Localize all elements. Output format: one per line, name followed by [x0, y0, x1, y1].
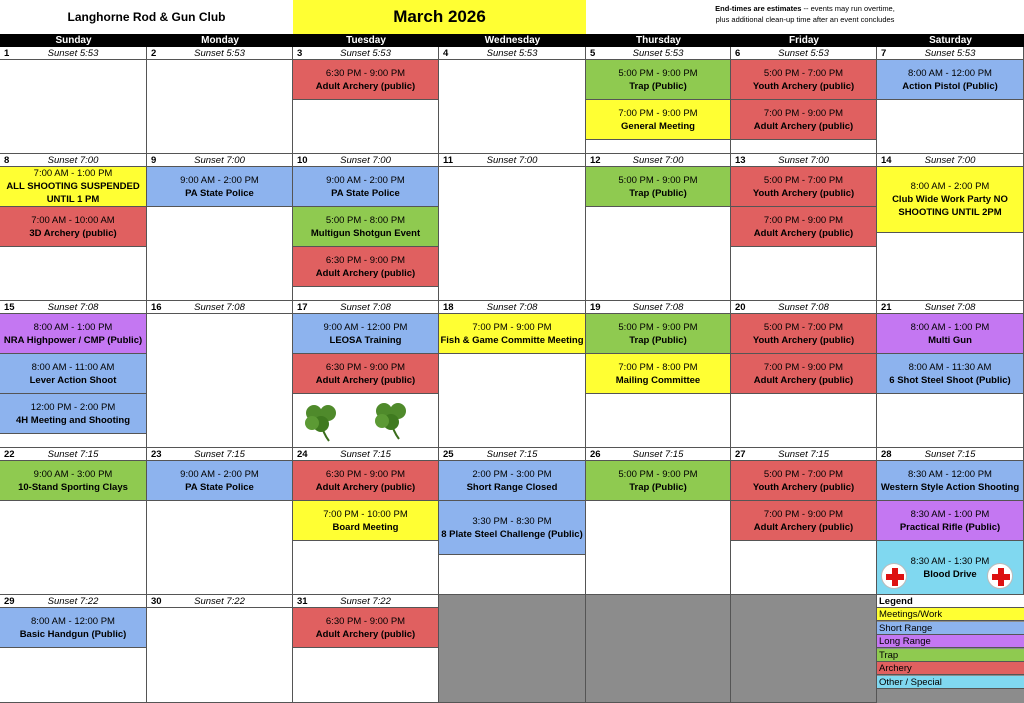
day-cell — [439, 47, 586, 154]
weekday-saturday: Saturday — [929, 35, 972, 46]
calendar-event[interactable] — [0, 167, 146, 207]
empty-cell — [586, 595, 731, 703]
day-label — [439, 154, 585, 167]
event-title: 4H Meeting and Shooting — [16, 414, 130, 426]
event-time: 8:00 AM - 11:00 AM — [31, 361, 115, 373]
event-title: Multi Gun — [928, 334, 972, 346]
sunset-time: Sunset 5:53 — [47, 48, 99, 59]
day-label — [586, 301, 730, 314]
event-time: 8:00 AM - 1:00 PM — [910, 321, 990, 333]
event-title: PA State Police — [331, 187, 400, 199]
day-label — [586, 47, 730, 60]
day-cell — [731, 301, 877, 448]
event-time: 8:00 AM - 11:30 AM — [908, 361, 992, 373]
day-label — [731, 47, 876, 60]
day-label — [0, 448, 146, 461]
calendar-event[interactable] — [293, 207, 438, 247]
event-time: 5:00 PM - 9:00 PM — [618, 174, 698, 186]
event-title: Multigun Shotgun Event — [310, 227, 421, 239]
calendar-header — [0, 0, 1024, 34]
event-title: Youth Archery (public) — [752, 80, 855, 92]
sunset-time: Sunset 7:00 — [194, 155, 245, 166]
day-number: 24 — [297, 449, 308, 460]
event-time: 8:00 AM - 1:00 PM — [33, 321, 113, 333]
event-title: 3D Archery (public) — [29, 227, 117, 239]
sunset-time: Sunset 5:53 — [194, 48, 245, 59]
sunset-time: Sunset 5:53 — [340, 48, 391, 59]
event-title: Practical Rifle (Public) — [899, 521, 1001, 533]
calendar-event[interactable] — [877, 314, 1023, 354]
day-cell — [586, 448, 731, 595]
event-title: Mailing Committee — [615, 374, 701, 386]
event-title: PA State Police — [185, 187, 254, 199]
event-time: 8:30 AM - 1:00 PM — [910, 508, 990, 520]
event-title: Adult Archery (public) — [315, 80, 416, 92]
sunset-time: Sunset 7:15 — [486, 449, 538, 460]
red-cross-icon — [987, 563, 1013, 589]
day-label — [293, 47, 438, 60]
sunset-time: Sunset 7:22 — [47, 596, 99, 607]
event-time: 8:00 AM - 2:00 PM — [910, 181, 990, 192]
calendar-event[interactable] — [439, 501, 585, 555]
day-number: 25 — [443, 449, 454, 460]
calendar-event[interactable] — [586, 60, 730, 100]
day-cell — [147, 448, 293, 595]
calendar-event[interactable] — [877, 354, 1023, 394]
day-cell — [147, 154, 293, 301]
sunset-time: Sunset 7:15 — [924, 449, 976, 460]
calendar-event[interactable] — [0, 461, 146, 501]
empty-cell — [439, 595, 586, 703]
calendar-event[interactable] — [0, 394, 146, 434]
day-number: 23 — [151, 449, 162, 460]
sunset-time: Sunset 5:53 — [778, 48, 829, 59]
weekday-friday: Friday — [788, 35, 819, 46]
day-label — [439, 448, 585, 461]
calendar-event[interactable] — [0, 354, 146, 394]
day-number: 4 — [443, 48, 449, 59]
event-title: 6 Shot Steel Shoot (Public) — [889, 374, 1011, 386]
event-title: PA State Police — [185, 481, 254, 493]
event-time: 5:00 PM - 7:00 PM — [763, 67, 844, 79]
event-title: Blood Drive — [923, 568, 977, 580]
sunset-time: Sunset 7:08 — [486, 302, 538, 313]
event-time: 5:00 PM - 8:00 PM — [325, 214, 406, 226]
day-label — [147, 47, 292, 60]
event-time: 7:00 PM - 10:00 PM — [323, 508, 408, 520]
day-number: 17 — [297, 302, 308, 313]
day-cell — [586, 301, 731, 448]
calendar-event[interactable] — [439, 461, 585, 501]
day-number: 16 — [151, 302, 162, 313]
event-title: LEOSA Training — [329, 334, 402, 346]
day-cell — [731, 448, 877, 595]
red-cross-icon — [881, 563, 907, 589]
event-time: 5:00 PM - 9:00 PM — [618, 67, 698, 79]
event-time: 7:00 PM - 9:00 PM — [472, 321, 552, 333]
day-label — [877, 47, 1023, 60]
calendar-event[interactable] — [731, 100, 876, 140]
day-cell — [731, 154, 877, 301]
sunset-time: Sunset 7:15 — [47, 449, 99, 460]
calendar-grid — [0, 47, 1024, 703]
day-cell — [147, 47, 293, 154]
event-time: 6:30 PM - 9:00 PM — [325, 361, 406, 373]
event-title: Club Wide Work Party NO SHOOTING UNTIL 2PM — [892, 194, 1008, 218]
event-time: 7:00 AM - 10:00 AM — [31, 214, 115, 226]
calendar-event[interactable] — [0, 608, 146, 648]
event-time: 6:30 PM - 9:00 PM — [325, 67, 406, 79]
day-label — [731, 154, 876, 167]
calendar-event[interactable] — [147, 167, 292, 207]
event-time: 9:00 AM - 2:00 PM — [180, 468, 259, 480]
day-number: 2 — [151, 48, 157, 59]
legend — [877, 595, 1024, 703]
event-time: 9:00 AM - 3:00 PM — [33, 468, 113, 480]
weekday-wednesday: Wednesday — [484, 35, 541, 46]
event-title: NRA Highpower / CMP (Public) — [3, 334, 143, 346]
event-time: 5:00 PM - 7:00 PM — [763, 321, 844, 333]
day-cell — [439, 154, 586, 301]
day-label — [147, 154, 292, 167]
event-title: Adult Archery (public) — [315, 628, 416, 640]
event-title: Adult Archery (public) — [315, 267, 416, 279]
day-cell — [0, 301, 147, 448]
day-label — [586, 154, 730, 167]
event-time: 9:00 AM - 2:00 PM — [180, 174, 259, 186]
legend-item: Trap — [877, 649, 1024, 662]
sunset-time: Sunset 7:08 — [47, 302, 99, 313]
event-time: 8:00 AM - 12:00 PM — [31, 615, 115, 627]
disclaimer-text: -- events may run overtime, — [801, 4, 895, 13]
weekday-header-row — [0, 34, 1024, 47]
event-time: 7:00 PM - 9:00 PM — [763, 214, 844, 226]
day-cell — [0, 154, 147, 301]
event-time: 8:00 AM - 12:00 PM — [908, 67, 992, 79]
sunset-time: Sunset 7:00 — [924, 155, 976, 166]
event-title: General Meeting — [621, 120, 695, 132]
event-title: Adult Archery (public) — [753, 374, 854, 386]
day-number: 18 — [443, 302, 454, 313]
event-title: Short Range Closed — [466, 481, 558, 493]
day-label — [293, 595, 438, 608]
day-label — [293, 154, 438, 167]
calendar-event[interactable] — [586, 100, 730, 140]
event-title: Adult Archery (public) — [753, 227, 854, 239]
day-cell — [439, 301, 586, 448]
day-number: 28 — [881, 449, 892, 460]
event-time: 12:00 PM - 2:00 PM — [30, 401, 116, 413]
sunset-time: Sunset 7:08 — [924, 302, 976, 313]
day-number: 21 — [881, 302, 892, 313]
day-label — [877, 448, 1023, 461]
weekday-sunday: Sunday — [55, 35, 92, 46]
day-label — [877, 154, 1023, 167]
event-title: Youth Archery (public) — [752, 187, 855, 199]
sunset-time: Sunset 7:08 — [194, 302, 245, 313]
sunset-time: Sunset 7:00 — [340, 155, 391, 166]
event-title: Trap (Public) — [629, 481, 687, 493]
day-cell — [0, 595, 147, 703]
event-time: 5:00 PM - 7:00 PM — [763, 468, 844, 480]
disclaimer-note — [586, 3, 1024, 34]
day-cell — [293, 448, 439, 595]
sunset-time: Sunset 7:15 — [632, 449, 684, 460]
day-cell — [586, 47, 731, 154]
day-label — [0, 595, 146, 608]
calendar-event[interactable] — [293, 167, 438, 207]
event-title: Western Style Action Shooting — [880, 481, 1020, 493]
event-title: Adult Archery (public) — [753, 521, 854, 533]
event-time: 7:00 PM - 9:00 PM — [618, 107, 698, 119]
day-label — [147, 448, 292, 461]
month-title: March 2026 — [293, 0, 586, 34]
event-title: Fish & Game Committe Meeting — [440, 334, 584, 346]
event-title: Basic Handgun (Public) — [19, 628, 127, 640]
event-time: 5:00 PM - 9:00 PM — [618, 321, 698, 333]
day-label — [0, 301, 146, 314]
legend-item: Other / Special — [877, 676, 1024, 689]
day-number: 13 — [735, 155, 746, 166]
event-time: 5:00 PM - 9:00 PM — [618, 468, 698, 480]
day-number: 14 — [881, 155, 892, 166]
calendar-event[interactable] — [293, 247, 438, 287]
disclaimer-bold: End-times are estimates — [715, 4, 802, 13]
calendar-event[interactable] — [877, 461, 1023, 501]
calendar-event[interactable] — [293, 608, 438, 648]
sunset-time: Sunset 7:08 — [778, 302, 829, 313]
event-time: 9:00 AM - 12:00 PM — [323, 321, 408, 333]
day-cell — [877, 301, 1024, 448]
day-cell — [147, 301, 293, 448]
event-title: ALL SHOOTING SUSPENDED UNTIL 1 PM — [6, 181, 140, 205]
day-number: 7 — [881, 48, 887, 59]
weekday-monday: Monday — [201, 35, 239, 46]
legend-item: Short Range — [877, 622, 1024, 635]
day-number: 1 — [4, 48, 10, 59]
event-time: 9:00 AM - 2:00 PM — [326, 174, 405, 186]
day-label — [439, 47, 585, 60]
event-title: Lever Action Shoot — [29, 374, 117, 386]
event-title: 8 Plate Steel Challenge (Public) — [441, 528, 583, 540]
day-number: 5 — [590, 48, 596, 59]
event-title: Adult Archery (public) — [315, 481, 416, 493]
event-time: 8:30 AM - 12:00 PM — [908, 468, 992, 480]
event-time: 8:30 AM - 1:30 PM — [910, 555, 990, 567]
event-title: Adult Archery (public) — [753, 120, 854, 132]
event-title: Adult Archery (public) — [315, 374, 416, 386]
calendar-event[interactable] — [586, 314, 730, 354]
calendar-event[interactable] — [586, 354, 730, 394]
day-label — [293, 448, 438, 461]
sunset-time: Sunset 7:00 — [47, 155, 99, 166]
sunset-time: Sunset 7:15 — [340, 449, 391, 460]
disclaimer-line2: plus additional clean-up time after an event concludes — [715, 15, 895, 24]
calendar-event[interactable] — [731, 314, 876, 354]
day-cell — [293, 595, 439, 703]
event-title: 10-Stand Sporting Clays — [18, 481, 128, 493]
legend-item: Meetings/Work — [877, 608, 1024, 621]
event-title: Trap (Public) — [629, 80, 687, 92]
day-number: 31 — [297, 596, 308, 607]
day-number: 11 — [443, 155, 454, 166]
event-time: 2:00 PM - 3:00 PM — [472, 468, 552, 480]
day-label — [586, 448, 730, 461]
calendar-event[interactable] — [731, 354, 876, 394]
calendar-event[interactable] — [293, 461, 438, 501]
shamrock-icon — [301, 401, 341, 443]
calendar-event[interactable] — [731, 167, 876, 207]
day-label — [877, 301, 1023, 314]
day-number: 19 — [590, 302, 601, 313]
calendar-event[interactable] — [877, 167, 1023, 233]
sunset-time: Sunset 7:08 — [340, 302, 391, 313]
day-label — [293, 301, 438, 314]
weekday-tuesday: Tuesday — [346, 35, 386, 46]
calendar-event[interactable] — [731, 207, 876, 247]
day-number: 3 — [297, 48, 303, 59]
sunset-time: Sunset 7:00 — [486, 155, 538, 166]
calendar-event[interactable] — [586, 461, 730, 501]
day-cell — [586, 154, 731, 301]
sunset-time: Sunset 5:53 — [632, 48, 684, 59]
day-number: 6 — [735, 48, 741, 59]
day-label — [731, 301, 876, 314]
day-cell — [439, 448, 586, 595]
event-time: 7:00 PM - 8:00 PM — [618, 361, 698, 373]
day-cell — [877, 47, 1024, 154]
day-cell — [293, 47, 439, 154]
day-cell — [0, 448, 147, 595]
sunset-time: Sunset 5:53 — [486, 48, 538, 59]
day-cell — [0, 47, 147, 154]
day-label — [731, 448, 876, 461]
calendar-event[interactable] — [293, 314, 438, 354]
event-time: 6:30 PM - 9:00 PM — [325, 468, 406, 480]
event-time: 6:30 PM - 9:00 PM — [325, 615, 406, 627]
sunset-time: Sunset 7:00 — [778, 155, 829, 166]
day-label — [0, 154, 146, 167]
event-title: Youth Archery (public) — [752, 334, 855, 346]
sunset-time: Sunset 7:08 — [632, 302, 684, 313]
day-number: 20 — [735, 302, 746, 313]
legend-title: Legend — [877, 595, 1024, 608]
event-title: Trap (Public) — [629, 187, 687, 199]
event-title: Action Pistol (Public) — [902, 80, 998, 92]
calendar-event[interactable] — [0, 314, 146, 354]
legend-item: Archery — [877, 662, 1024, 675]
calendar-event[interactable] — [0, 207, 146, 247]
calendar-event[interactable] — [586, 167, 730, 207]
shamrock-icon — [371, 399, 411, 441]
calendar-event[interactable] — [731, 60, 876, 100]
day-number: 27 — [735, 449, 746, 460]
event-time: 5:00 PM - 7:00 PM — [763, 174, 844, 186]
day-number: 26 — [590, 449, 601, 460]
event-time: 7:00 PM - 9:00 PM — [763, 107, 844, 119]
calendar-event[interactable] — [293, 60, 438, 100]
day-cell — [877, 448, 1024, 595]
day-number: 9 — [151, 155, 157, 166]
day-number: 8 — [4, 155, 10, 166]
day-cell — [293, 301, 439, 448]
event-title: Youth Archery (public) — [752, 481, 855, 493]
calendar-event[interactable] — [293, 501, 438, 541]
event-title: Board Meeting — [332, 521, 399, 533]
sunset-time: Sunset 7:15 — [778, 449, 829, 460]
day-cell — [731, 47, 877, 154]
sunset-time: Sunset 7:22 — [194, 596, 245, 607]
day-label — [0, 47, 146, 60]
event-time: 6:30 PM - 9:00 PM — [325, 254, 406, 266]
sunset-time: Sunset 7:15 — [194, 449, 245, 460]
calendar-event[interactable] — [877, 60, 1023, 100]
event-time: 7:00 PM - 9:00 PM — [763, 508, 844, 520]
day-number: 30 — [151, 596, 162, 607]
event-time: 7:00 AM - 1:00 PM — [33, 168, 113, 179]
day-cell — [293, 154, 439, 301]
day-number: 22 — [4, 449, 15, 460]
sunset-time: Sunset 7:00 — [632, 155, 684, 166]
sunset-time: Sunset 5:53 — [924, 48, 976, 59]
day-number: 12 — [590, 155, 601, 166]
day-number: 15 — [4, 302, 15, 313]
day-cell — [147, 595, 293, 703]
calendar-event[interactable] — [147, 461, 292, 501]
weekday-thursday: Thursday — [635, 35, 681, 46]
calendar-event[interactable] — [877, 501, 1023, 541]
club-name: Langhorne Rod & Gun Club — [67, 10, 226, 24]
day-label — [147, 595, 292, 608]
calendar-event[interactable] — [439, 314, 585, 354]
event-time: 3:30 PM - 8:30 PM — [472, 515, 552, 527]
calendar-event[interactable] — [293, 354, 438, 394]
calendar-event[interactable] — [731, 461, 876, 501]
day-cell — [877, 154, 1024, 301]
event-title: Trap (Public) — [629, 334, 687, 346]
day-label — [439, 301, 585, 314]
empty-cell — [731, 595, 877, 703]
event-time: 7:00 PM - 9:00 PM — [763, 361, 844, 373]
day-label — [147, 301, 292, 314]
legend-item: Long Range — [877, 635, 1024, 648]
sunset-time: Sunset 7:22 — [340, 596, 391, 607]
calendar-event[interactable] — [731, 501, 876, 541]
day-number: 10 — [297, 155, 308, 166]
day-number: 29 — [4, 596, 15, 607]
